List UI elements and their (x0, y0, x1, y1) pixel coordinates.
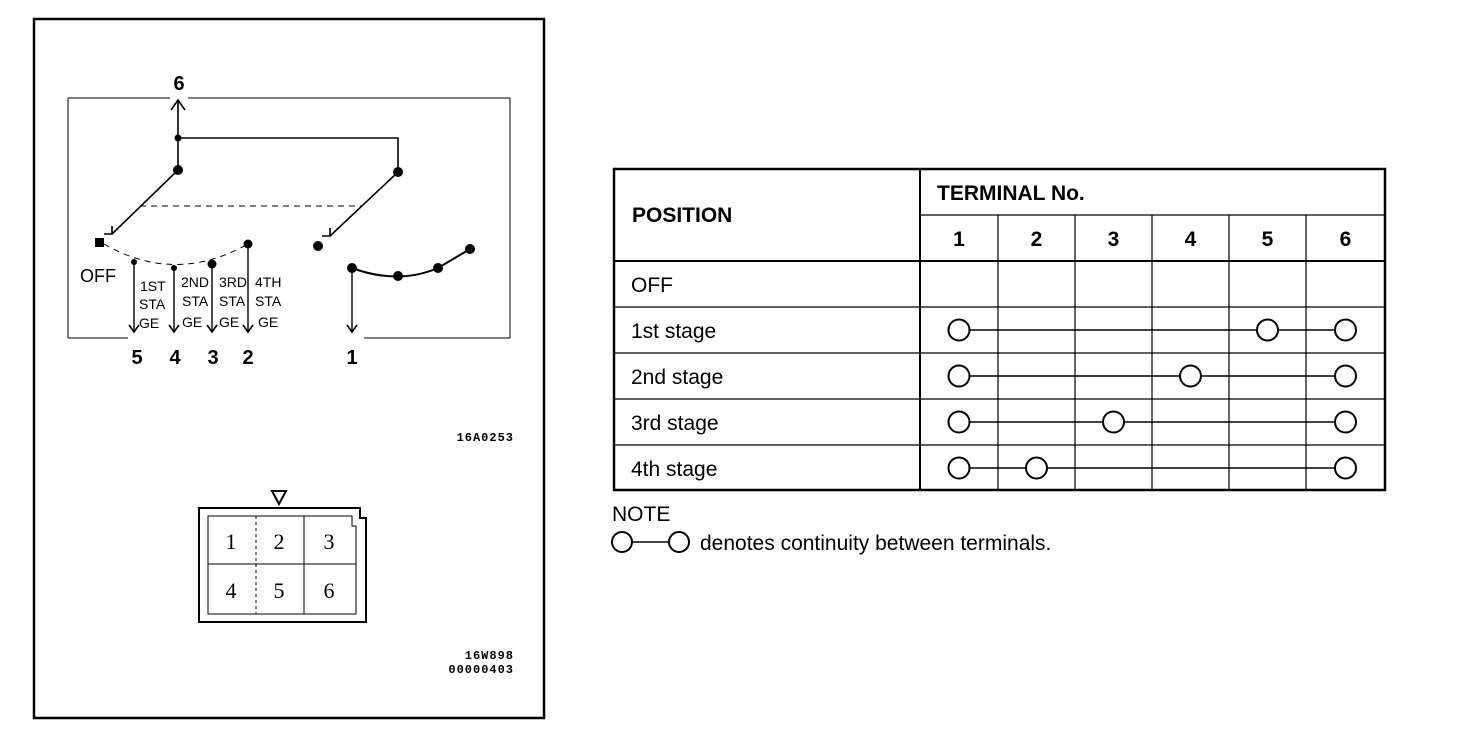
position-row-label: 2nd stage (631, 366, 724, 389)
terminal-1-bus (352, 249, 470, 277)
terminal-1-label: 1 (346, 347, 358, 369)
stage-2-contact (171, 265, 177, 271)
stage-label-1 (139, 278, 166, 331)
svg-text:GE: GE (139, 315, 160, 331)
figure-code-3: 00000403 (448, 663, 514, 677)
connector-pin-6: 6 (323, 578, 335, 603)
panel-border (34, 19, 544, 718)
continuity-circle (1335, 412, 1356, 433)
svg-text:STA: STA (139, 296, 166, 312)
continuity-circle (1335, 366, 1356, 387)
continuity-circle (949, 412, 970, 433)
right-blade-tip (313, 241, 323, 251)
terminal-header: TERMINAL No. (937, 182, 1085, 205)
connector-pin-1: 1 (225, 529, 237, 554)
left-blade-arrow (104, 226, 112, 234)
svg-text:4TH: 4TH (255, 274, 282, 290)
stage-3-contact (208, 260, 217, 269)
continuity-circle (1026, 458, 1047, 479)
terminal-column-header: 2 (1030, 228, 1043, 251)
continuity-circle (949, 366, 970, 387)
off-label: OFF (80, 266, 116, 286)
right-blade-arrow (322, 228, 330, 236)
bus-dot-3 (433, 263, 443, 273)
svg-text:GE: GE (182, 314, 203, 330)
position-row-label: 1st stage (631, 320, 717, 343)
stage-label-2 (181, 274, 209, 330)
connector-key-icon (272, 491, 286, 504)
terminal-6-label: 6 (173, 73, 185, 95)
svg-text:STA: STA (255, 293, 282, 309)
continuity-circle (1180, 366, 1201, 387)
terminal-column-header: 1 (953, 228, 965, 251)
figure-code-1: 16A0253 (456, 431, 514, 445)
terminal-2-label: 2 (242, 347, 254, 369)
bridge-wire (178, 138, 398, 172)
connector-pin-5: 5 (273, 578, 285, 603)
connector-housing (199, 508, 366, 622)
svg-text:3RD: 3RD (219, 274, 248, 290)
connector-pin-2: 2 (273, 529, 285, 554)
stage-arc (104, 244, 248, 265)
terminal-5-label: 5 (131, 347, 143, 369)
bus-dot-4 (465, 244, 475, 254)
bus-dot-2 (393, 271, 403, 281)
position-row-label: OFF (631, 274, 673, 297)
terminal-4-label: 4 (169, 347, 181, 369)
continuity-circle (1103, 412, 1124, 433)
terminal-3-label: 3 (207, 347, 219, 369)
figure-code-2: 16W898 (464, 649, 514, 663)
svg-text:STA: STA (182, 293, 209, 309)
svg-text:1ST: 1ST (140, 278, 166, 294)
stage-4-contact (244, 240, 253, 249)
terminal-column-header: 6 (1339, 228, 1352, 251)
connector-face (199, 491, 366, 622)
note (612, 503, 1051, 555)
continuity-circle (1335, 458, 1356, 479)
off-contact (95, 238, 104, 247)
position-row-label: 3rd stage (631, 412, 719, 435)
connector-pin-3: 3 (323, 529, 335, 554)
terminal-column-header: 4 (1184, 228, 1197, 251)
continuity-circle (1257, 320, 1278, 341)
right-blade (330, 172, 398, 236)
svg-text:2ND: 2ND (181, 274, 210, 290)
continuity-circle (949, 458, 970, 479)
schematic-panel (34, 19, 544, 718)
continuity-table (614, 169, 1385, 490)
svg-text:STA: STA (219, 293, 246, 309)
continuity-circle (1335, 320, 1356, 341)
left-blade (112, 170, 178, 234)
stage-1-contact (131, 259, 137, 265)
position-row-label: 4th stage (631, 458, 718, 481)
position-header: POSITION (632, 204, 733, 227)
note-text: denotes continuity between terminals. (700, 532, 1052, 555)
continuity-circle (949, 320, 970, 341)
continuity-symbol-icon (612, 532, 689, 552)
junction-dot (175, 135, 182, 142)
terminal-column-header: 3 (1107, 228, 1120, 251)
connector-pin-4: 4 (225, 578, 237, 603)
stage-label-3 (219, 274, 247, 330)
svg-text:GE: GE (258, 314, 279, 330)
stage-label-4 (255, 274, 282, 330)
note-title: NOTE (612, 503, 671, 526)
svg-text:GE: GE (219, 314, 240, 330)
terminal-column-header: 5 (1261, 228, 1274, 251)
